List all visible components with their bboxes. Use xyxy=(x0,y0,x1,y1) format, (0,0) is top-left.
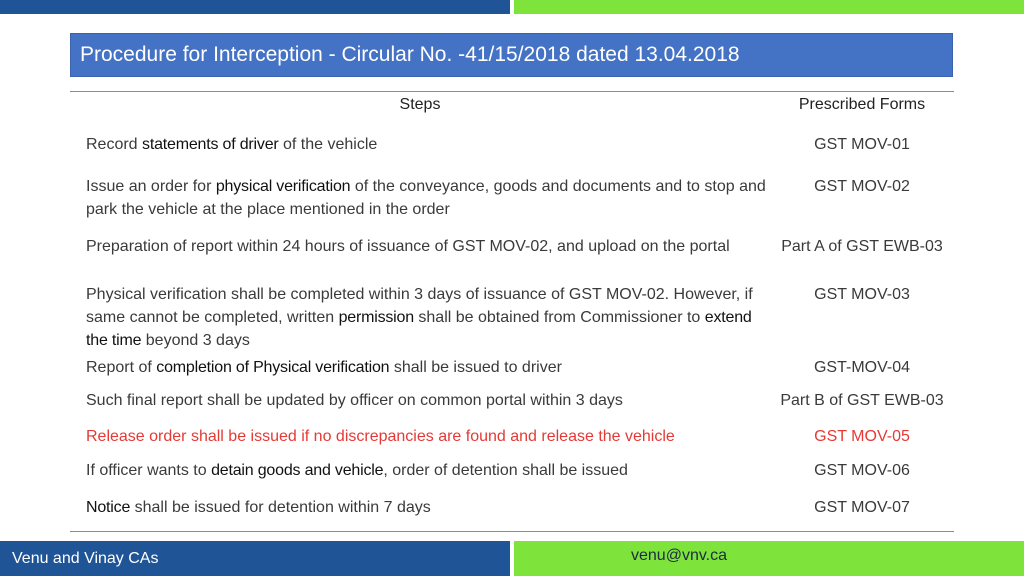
footer-company-name: Venu and Vinay CAs xyxy=(0,541,510,576)
form-code: Part A of GST EWB-03 xyxy=(781,238,943,255)
step-text: Physical verification shall be completed within 3 days of issuance of GST MOV-02. However, if same cannot be completed, written permission shall be obtained from Commissioner to extend the time beyond 3 days xyxy=(86,286,753,349)
step-text: Record statements of driver of the vehicle xyxy=(86,136,378,153)
table-header-row xyxy=(70,92,954,122)
step-text: Issue an order for physical verification of the conveyance, goods and documents and to stop and park the vehicle at the place mentioned in the order xyxy=(86,178,766,218)
form-code: GST MOV-02 xyxy=(814,178,910,195)
top-accent-bar-green xyxy=(514,0,1024,14)
form-code: GST MOV-07 xyxy=(814,499,910,516)
form-code: GST MOV-06 xyxy=(814,462,910,479)
step-text: Notice shall be issued for detention within 7 days xyxy=(86,499,431,516)
form-code: GST MOV-05 xyxy=(814,428,910,445)
form-code: GST MOV-01 xyxy=(814,136,910,153)
slide-title: Procedure for Interception - Circular No. -41/15/2018 dated 13.04.2018 xyxy=(70,33,953,77)
step-text: Such final report shall be updated by officer on common portal within 3 days xyxy=(86,392,623,409)
header-steps: Steps xyxy=(399,96,441,113)
procedure-table xyxy=(70,91,954,122)
form-code: Part B of GST EWB-03 xyxy=(780,392,944,409)
step-text: Preparation of report within 24 hours of issuance of GST MOV-02, and upload on the portal xyxy=(86,238,730,255)
form-code: GST MOV-03 xyxy=(814,286,910,303)
footer-email-link[interactable]: venu@vnv.ca xyxy=(514,541,1024,576)
header-prescribed-forms: Prescribed Forms xyxy=(798,96,926,113)
top-accent-bar-blue xyxy=(0,0,510,14)
step-text: If officer wants to detain goods and vehicle, order of detention shall be issued xyxy=(86,462,628,479)
step-text: Release order shall be issued if no discrepancies are found and release the vehicle xyxy=(86,428,675,445)
table-bottom-border xyxy=(70,531,954,532)
form-code: GST-MOV-04 xyxy=(813,359,911,376)
step-text: Report of completion of Physical verification shall be issued to driver xyxy=(86,359,562,376)
